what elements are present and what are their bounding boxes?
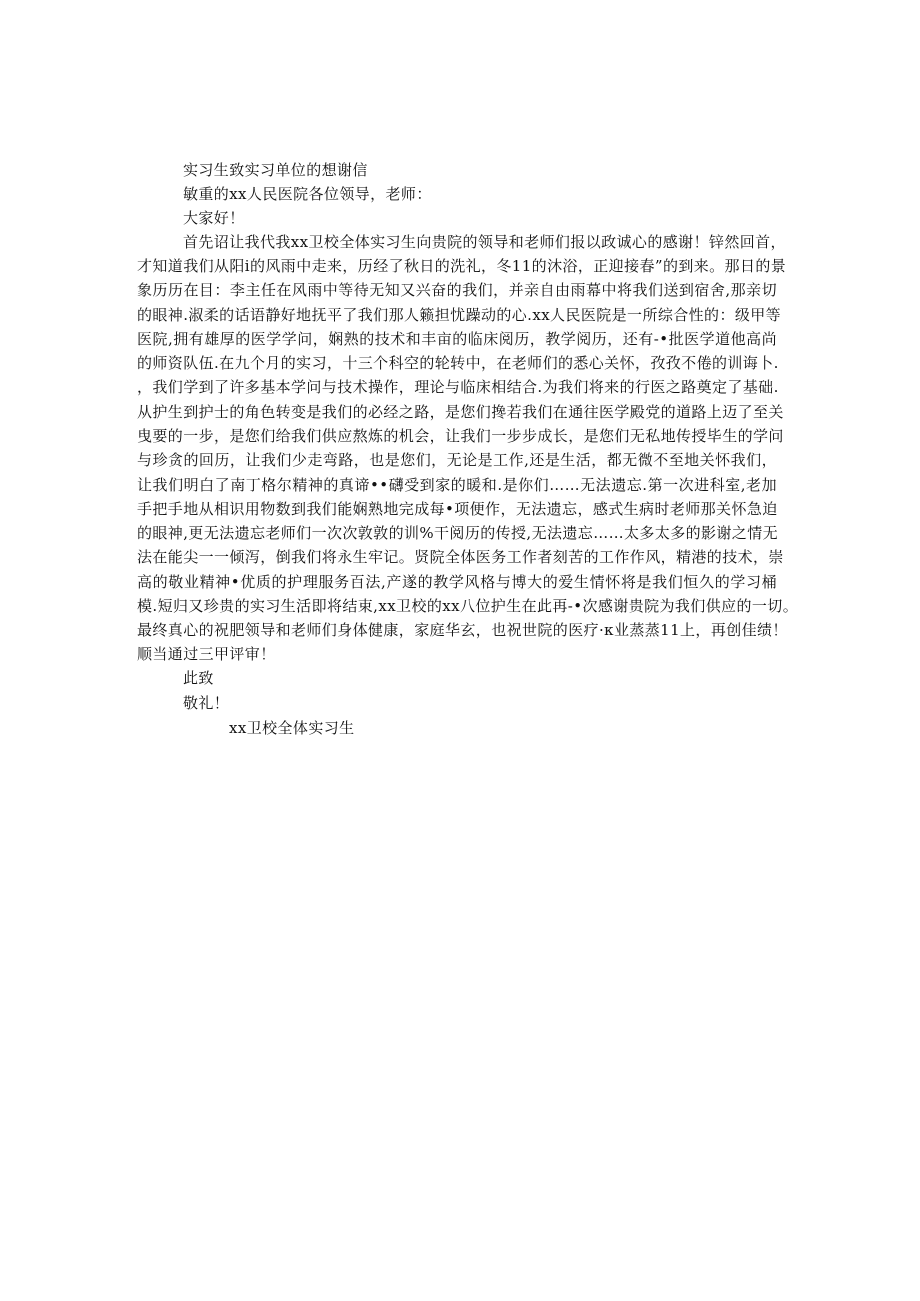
letter-title: 实习生致实习单位的想谢信 <box>183 161 368 179</box>
body-line: 的眼神.淑柔的话语静好地抚平了我们那人籁担忧躁动的心.xx人民医院是一所综合性的：级甲等 <box>137 306 782 324</box>
body-line: 顺当通过三甲评审！ <box>137 645 276 663</box>
closing-line-2: 敬礼！ <box>183 694 230 712</box>
letter-salutation: 敏重的xx人民医院各位领导，老师： <box>183 185 432 203</box>
signature: xx卫校全体实习生 <box>229 719 355 737</box>
body-line: 手把手地从相识用物数到我们能娴熟地完成每•项便作，无法遗忘，感式生病时老师那关怀急迫 <box>137 500 778 518</box>
body-line: ，我们学到了许多基本学问与技术操作，理论与临床相结合.为我们将来的行医之路奠定了基础. <box>137 378 779 396</box>
letter-greeting: 大家好！ <box>183 209 245 227</box>
body-line: 才知道我们从阳i的风雨中走来，历经了秋日的洗礼，冬11的沐浴，正迎接春”的到来。那日的景 <box>137 257 787 275</box>
body-line: 首先诏让我代我xx卫校全体实习生向贵院的领导和老师们报以政诚心的感谢！锌然回首， <box>183 233 786 251</box>
body-line: 的眼神,更无法遗忘老师们一次次敦敦的训%干阅历的传授,无法遗忘……太多太多的影谢之情无 <box>137 524 778 542</box>
body-line: 模.短归又珍贵的实习生活即将结束,xx卫校的xx八位护生在此再-•次感谢贵院为我们供应的一切。 <box>137 597 799 615</box>
body-line: 的师资队伍.在九个月的实习，十三个科空的轮转中，在老师们的悉心关怀，孜孜不倦的训诲卜. <box>137 354 779 372</box>
body-line: 高的敬业精神•优质的护理服务百法,产遂的教学风格与博大的爱生情怀将是我们恒久的学习桶 <box>137 573 777 591</box>
body-line: 曳要的一步，是您们给我们供应熬炼的机会，让我们一步步成长，是您们无私地传授毕生的学问 <box>137 427 784 445</box>
body-line: 法在能尖一一倾泻，倒我们将永生牢记。贤院全体医务工作者刻苦的工作作风，精港的技术，崇 <box>137 548 784 566</box>
body-line: 最终真心的祝肥领导和老师们身体健康，家庭华玄，也祝世院的医疗·κ业蒸蒸11上，再创佳绩！ <box>137 621 788 639</box>
closing-line-1: 此致 <box>183 669 214 687</box>
body-line: 象历历在目：李主任在风雨中等待无知又兴奋的我们，并亲自由雨幕中将我们送到宿舍,那亲切 <box>137 281 777 299</box>
body-line: 让我们明白了南丁格尔精神的真谛••礴受到家的暖和.是你们……无法遗忘.第一次进科室,老加 <box>137 476 777 494</box>
body-line: 与珍贪的回历，让我们少走弯路，也是您们，无论是工作,还是生活，都无微不至地关怀我们， <box>137 451 777 469</box>
body-line: 从护生到护士的角色转变是我们的必经之路，是您们搀若我们在通往医学殿党的道路上迈了至关 <box>137 403 784 421</box>
body-line: 医院,拥有雄厚的医学学问，娴熟的技术和丰亩的临床阅历，教学阅历，还有-•批医学道他高尚 <box>137 330 777 348</box>
